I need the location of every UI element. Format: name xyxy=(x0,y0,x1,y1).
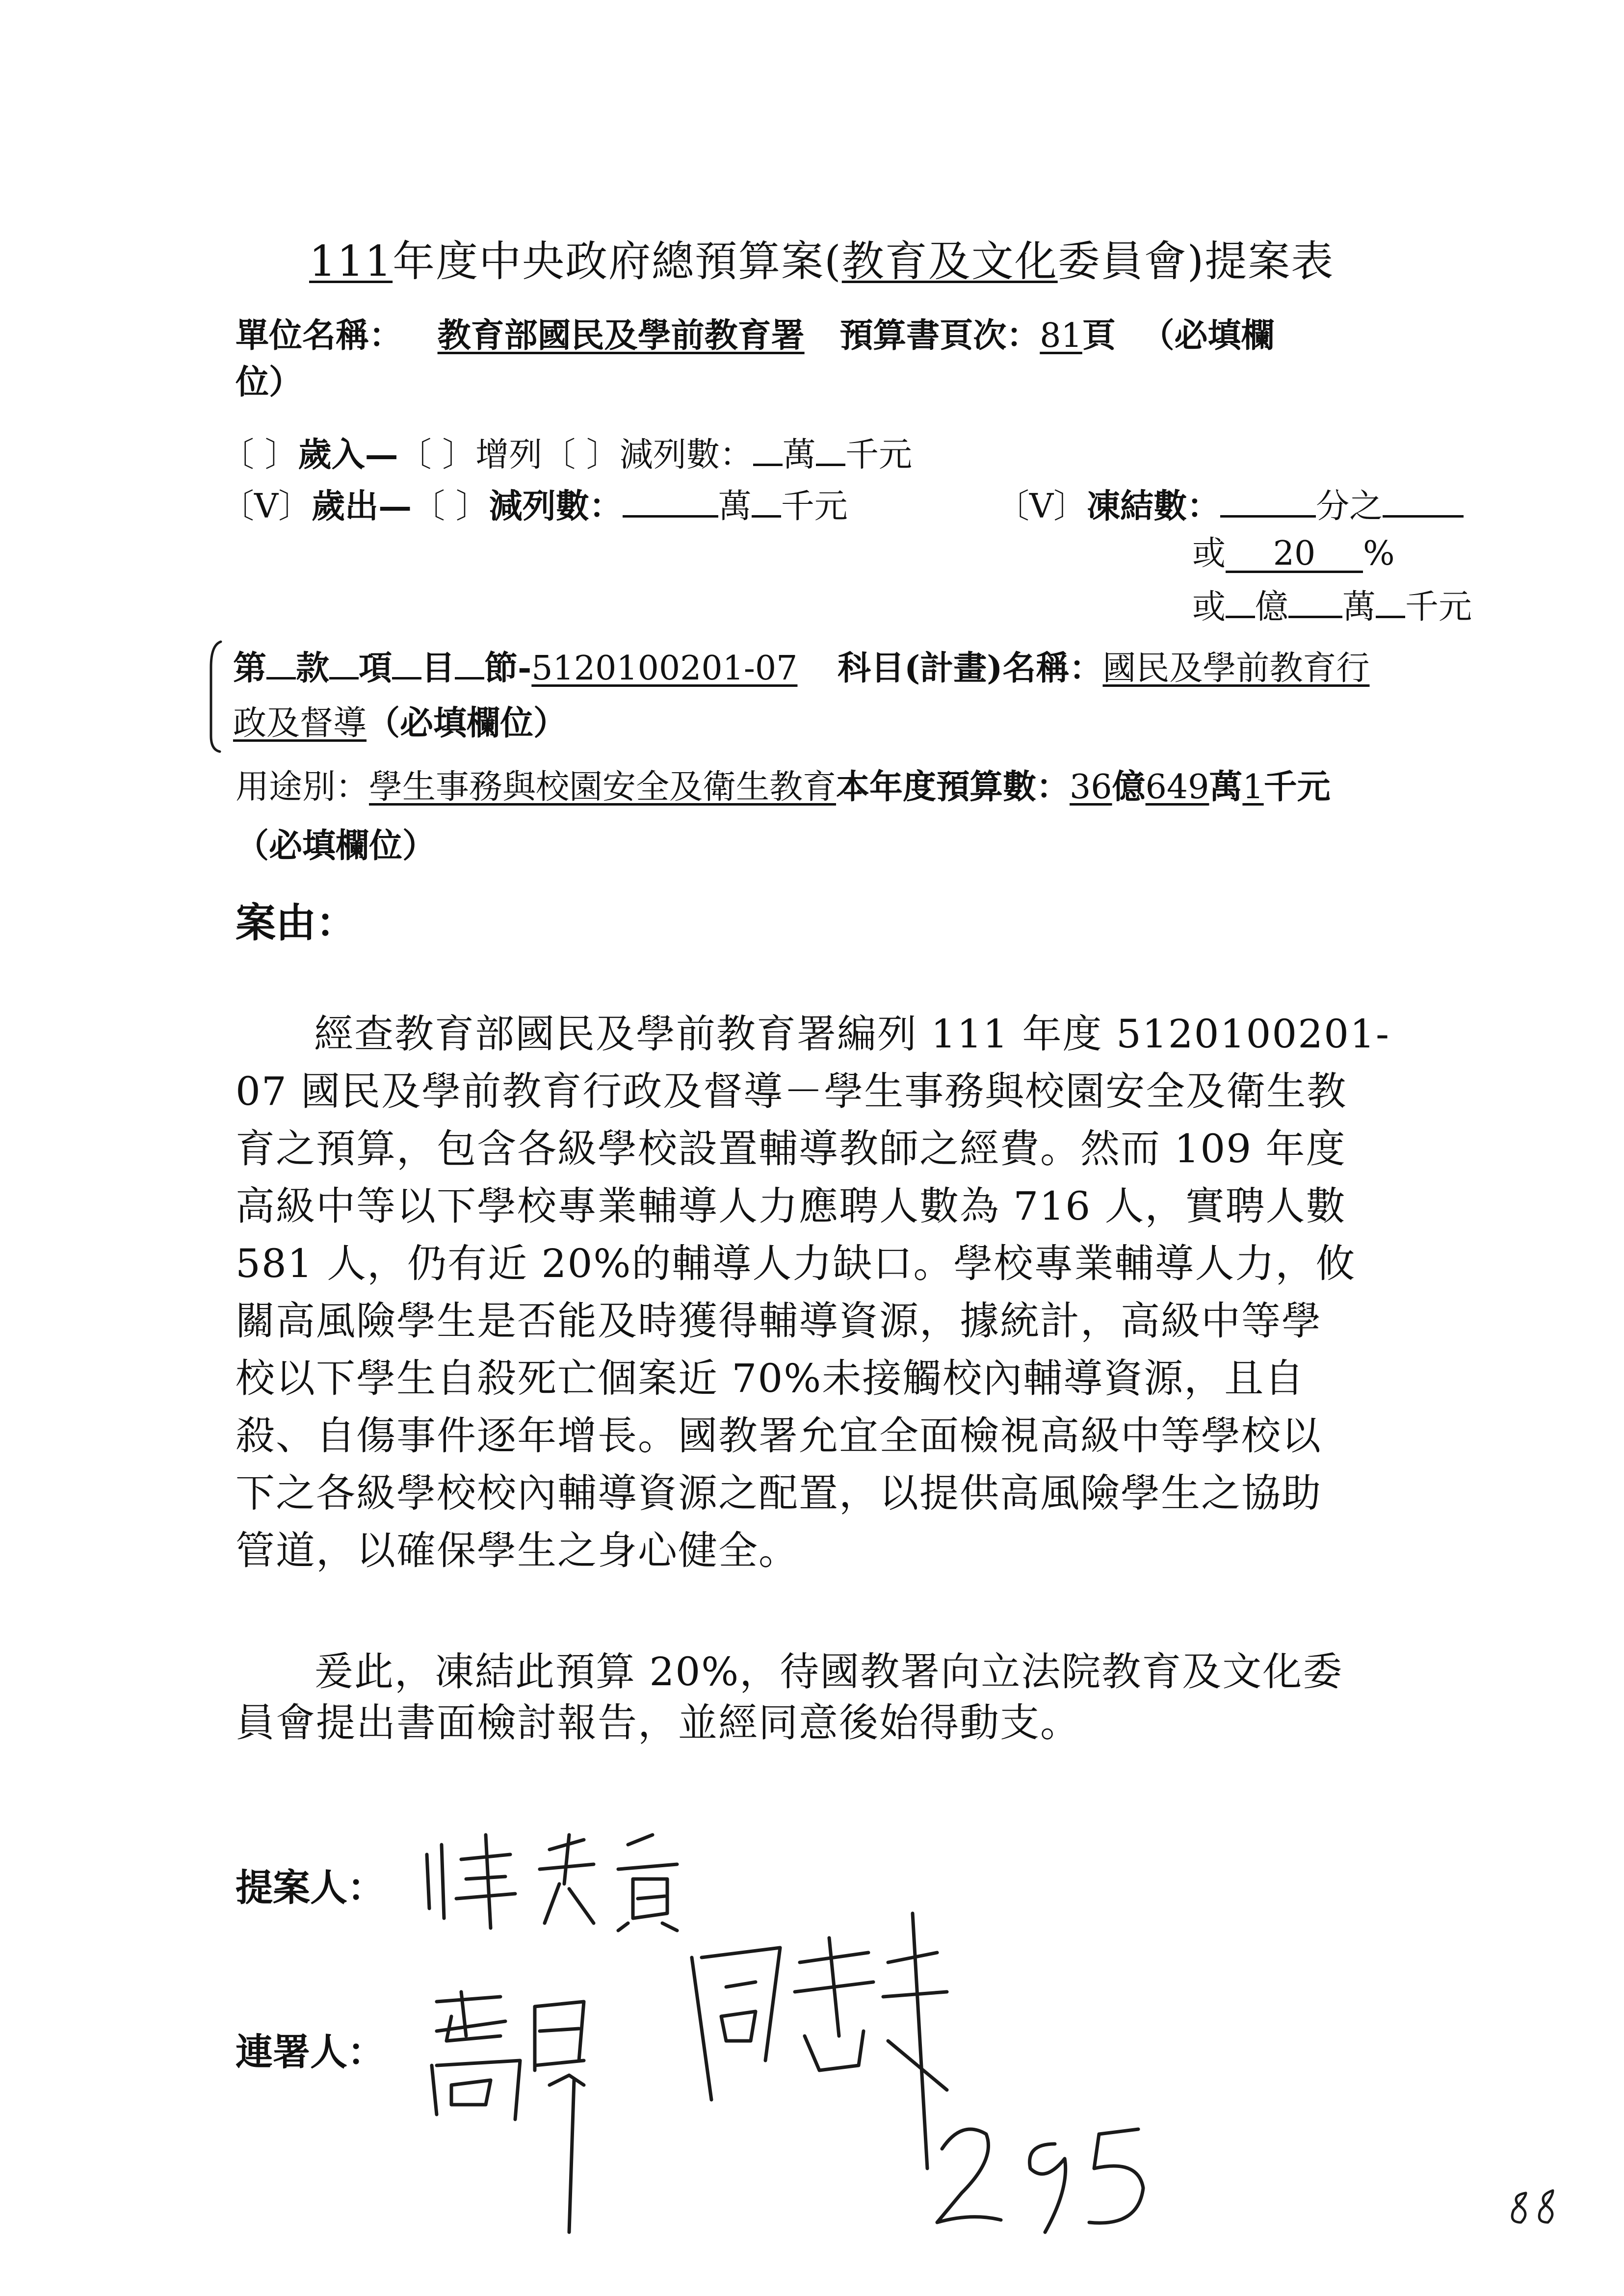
bracket-mark xyxy=(206,638,226,756)
wan-unit: 萬 xyxy=(782,436,816,474)
budget-wan-value: 649 xyxy=(1145,768,1209,807)
freeze-percent-value: 20 xyxy=(1226,537,1363,573)
body-line: 下之各級學校校內輔導資源之配置，以提供高風險學生之協助 xyxy=(236,1470,1322,1516)
cosigner-signature-1 xyxy=(422,1987,618,2262)
body-line: 581 人，仍有近 20%的輔導人力缺口。學校專業輔導人力，攸 xyxy=(236,1241,1356,1286)
body-line: 管道，以確保學生之身心健全。 xyxy=(236,1528,799,1573)
required-note: （必填欄位） xyxy=(367,704,567,743)
qian-unit: 千元 xyxy=(845,436,912,474)
item-line-2 xyxy=(233,704,567,743)
handwritten-number xyxy=(932,2114,1168,2242)
wan-unit: 萬 xyxy=(718,487,752,526)
freeze-amount-line xyxy=(1192,586,1472,624)
revenue-label: 歲入— xyxy=(298,435,398,474)
expense-decrease-label: 減列數： xyxy=(489,487,623,526)
di-label: 第 xyxy=(233,649,267,688)
usage-value: 學生事務與校園安全及衛生教育 xyxy=(369,768,837,807)
title-year: 111 xyxy=(309,237,393,286)
reason-heading: 案由： xyxy=(236,899,357,946)
budget-label: 本年度預算數： xyxy=(836,767,1070,807)
title-part1: 年度中央政府總預算案( xyxy=(393,237,842,286)
fraction-label: 分之 xyxy=(1316,487,1383,526)
qian-unit: 千元 xyxy=(1405,588,1472,626)
freeze-label: 凍結數： xyxy=(1087,487,1221,526)
body-line: 關高風險學生是否能及時獲得輔導資源，據統計，高級中等學 xyxy=(236,1298,1322,1344)
body-line: 育之預算，包含各級學校設置輔導教師之經費。然而 109 年度 xyxy=(236,1126,1346,1172)
revenue-checkbox[interactable]: 〔 〕 xyxy=(221,436,298,474)
freeze-line xyxy=(996,486,1464,526)
body-line: 殺、自傷事件逐年增長。國教署允宜全面檢視高級中等學校以 xyxy=(236,1413,1322,1459)
mu-label: 目 xyxy=(421,649,455,688)
expense-line xyxy=(221,486,848,526)
cosigner-signature-2 xyxy=(682,1913,957,2188)
or-label: 或 xyxy=(1192,534,1226,573)
usage-line xyxy=(236,767,1331,807)
proposer-signature xyxy=(422,1825,697,1933)
usage-label: 用途別： xyxy=(236,768,369,807)
percent-sign: % xyxy=(1363,534,1395,573)
page-suffix: 頁 xyxy=(1082,316,1116,355)
budget-qian-value: 1 xyxy=(1242,768,1264,807)
wan-unit: 萬 xyxy=(1342,588,1376,626)
kuan-label: 款 xyxy=(296,649,330,688)
title-committee: 教育及文化 xyxy=(841,237,1058,286)
increase-checkbox[interactable]: 〔 〕 xyxy=(398,436,476,474)
item-name-value-cont: 政及督導 xyxy=(233,704,367,743)
cosigner-label: 連署人： xyxy=(236,2030,385,2074)
proposer-label: 提案人： xyxy=(236,1866,385,1909)
page-mark xyxy=(1506,2183,1575,2227)
item-line xyxy=(233,648,1370,688)
jie-label: 節- xyxy=(484,649,532,688)
required-note-cont: 位） xyxy=(236,363,303,402)
page-value: 81 xyxy=(1040,316,1082,355)
freeze-checkbox[interactable]: 〔V〕 xyxy=(996,487,1087,526)
item-name-value: 國民及學前教育行 xyxy=(1102,649,1370,688)
yi-unit: 億 xyxy=(1255,588,1289,626)
body-line: 經查教育部國民及學前教育署編列 111 年度 5120100201- xyxy=(314,1011,1390,1057)
title-part2: 委員會)提案表 xyxy=(1057,237,1335,286)
xiang-label: 項 xyxy=(359,649,393,688)
or-label: 或 xyxy=(1192,588,1226,626)
unit-label: 單位名稱： xyxy=(236,316,403,355)
required-note: （必填欄位） xyxy=(236,826,436,865)
body-line: 高級中等以下學校專業輔導人力應聘人數為 716 人，實聘人數 xyxy=(236,1183,1346,1229)
unit-line xyxy=(236,316,1275,355)
item-name-label: 科目(計畫)名稱： xyxy=(838,649,1103,688)
wan-unit: 萬 xyxy=(1209,767,1243,807)
qian-unit: 千元 xyxy=(1263,767,1331,807)
body-line: 員會提出書面檢討報告，並經同意後始得動支。 xyxy=(236,1700,1080,1746)
expense-checkbox[interactable]: 〔V〕 xyxy=(221,487,312,526)
required-note: （必填欄 xyxy=(1141,316,1275,355)
budget-yi-value: 36 xyxy=(1070,768,1112,807)
increase-label: 增列 xyxy=(475,436,543,474)
yi-unit: 億 xyxy=(1112,767,1146,807)
qian-unit: 千元 xyxy=(781,487,848,526)
decrease-checkbox[interactable]: 〔 〕 xyxy=(542,436,620,474)
freeze-percent-line xyxy=(1192,534,1395,573)
unit-value: 教育部國民及學前教育署 xyxy=(437,316,805,355)
expense-label: 歲出— xyxy=(312,487,412,526)
expense-decrease-checkbox[interactable]: 〔 〕 xyxy=(412,487,489,526)
item-code: 5120100201-07 xyxy=(531,649,798,688)
page-title xyxy=(309,237,1335,286)
body-line: 校以下學生自殺死亡個案近 70%未接觸校內輔導資源，且自 xyxy=(236,1356,1305,1401)
body-line: 爰此，凍結此預算 20%，待國教署向立法院教育及文化委 xyxy=(314,1649,1343,1695)
decrease-label: 減列數： xyxy=(619,436,753,474)
page-label: 預算書頁次： xyxy=(839,316,1040,355)
revenue-line xyxy=(221,434,912,472)
body-line: 07 國民及學前教育行政及督導－學生事務與校園安全及衛生教 xyxy=(236,1069,1347,1114)
